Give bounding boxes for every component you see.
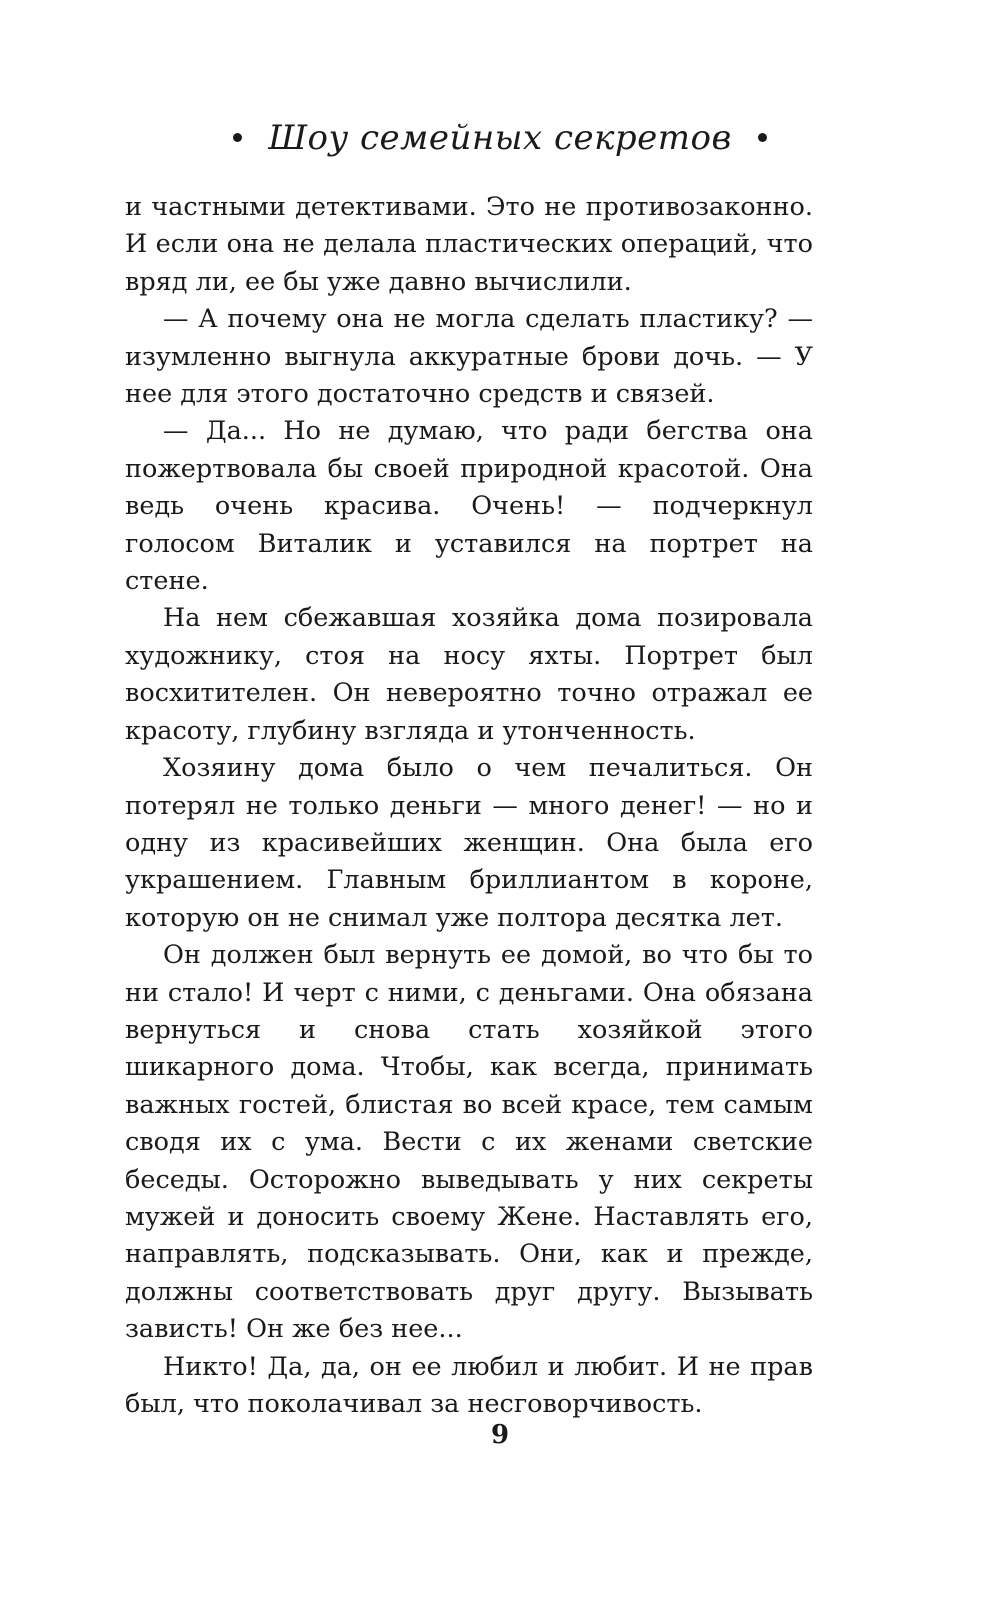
paragraph-6: Он должен был вернуть ее домой, во что бы то ни стало! И черт с ними, с деньгами. Она обязана вернуться и снова стать хозяйкой этого шикарного дома. Чтобы, как всегда, принимать важных гостей, блистая во всей красе, тем самым сводя их с ума. Вести с их женами светские беседы. Осторожно выведывать у них секреты мужей и доносить своему Жене. Наставлять его, направлять, подсказывать. Они, как и прежде, должны соответствовать друг другу. Вызывать зависть! Он же без нее...	[125, 940, 813, 1345]
body-text	[125, 189, 813, 1423]
running-title: Шоу семейных секретов	[268, 118, 732, 158]
paragraph-7: Никто! Да, да, он ее любил и любит. И не прав был, что поколачивал за несговорчивость.	[125, 1351, 813, 1419]
paragraph-1: и частными детективами. Это не противозаконно. И если она не делала пластических операций, что вряд ли, ее бы уже давно вычислили.	[125, 192, 813, 297]
paragraph-2: — А почему она не могла сделать пластику? — изумленно выгнула аккуратные брови дочь. — У нее для этого достаточно средств и связей.	[125, 304, 813, 410]
page-number: 9	[490, 1420, 510, 1450]
running-head	[0, 118, 1000, 158]
left-bullet-icon	[233, 133, 242, 142]
paragraph-5: Хозяину дома было о чем печалиться. Он потерял не только деньги — много денег! — но и одну из красивейших женщин. Она была его украшением. Главным бриллиантом в короне, которую он не снимал уже полтора десятка лет.	[125, 753, 813, 933]
right-bullet-icon	[758, 133, 767, 142]
paragraph-3: — Да... Но не думаю, что ради бегства она пожертвовала бы своей природной красотой. Она ведь очень красива. Очень! — подчеркнул голосом Виталик и уставился на портрет на стене.	[125, 416, 813, 597]
paragraph-4: На нем сбежавшая хозяйка дома позировала художнику, стоя на носу яхты. Портрет был восхитителен. Он невероятно точно отражал ее красоту, глубину взгляда и утонченность.	[125, 603, 813, 746]
